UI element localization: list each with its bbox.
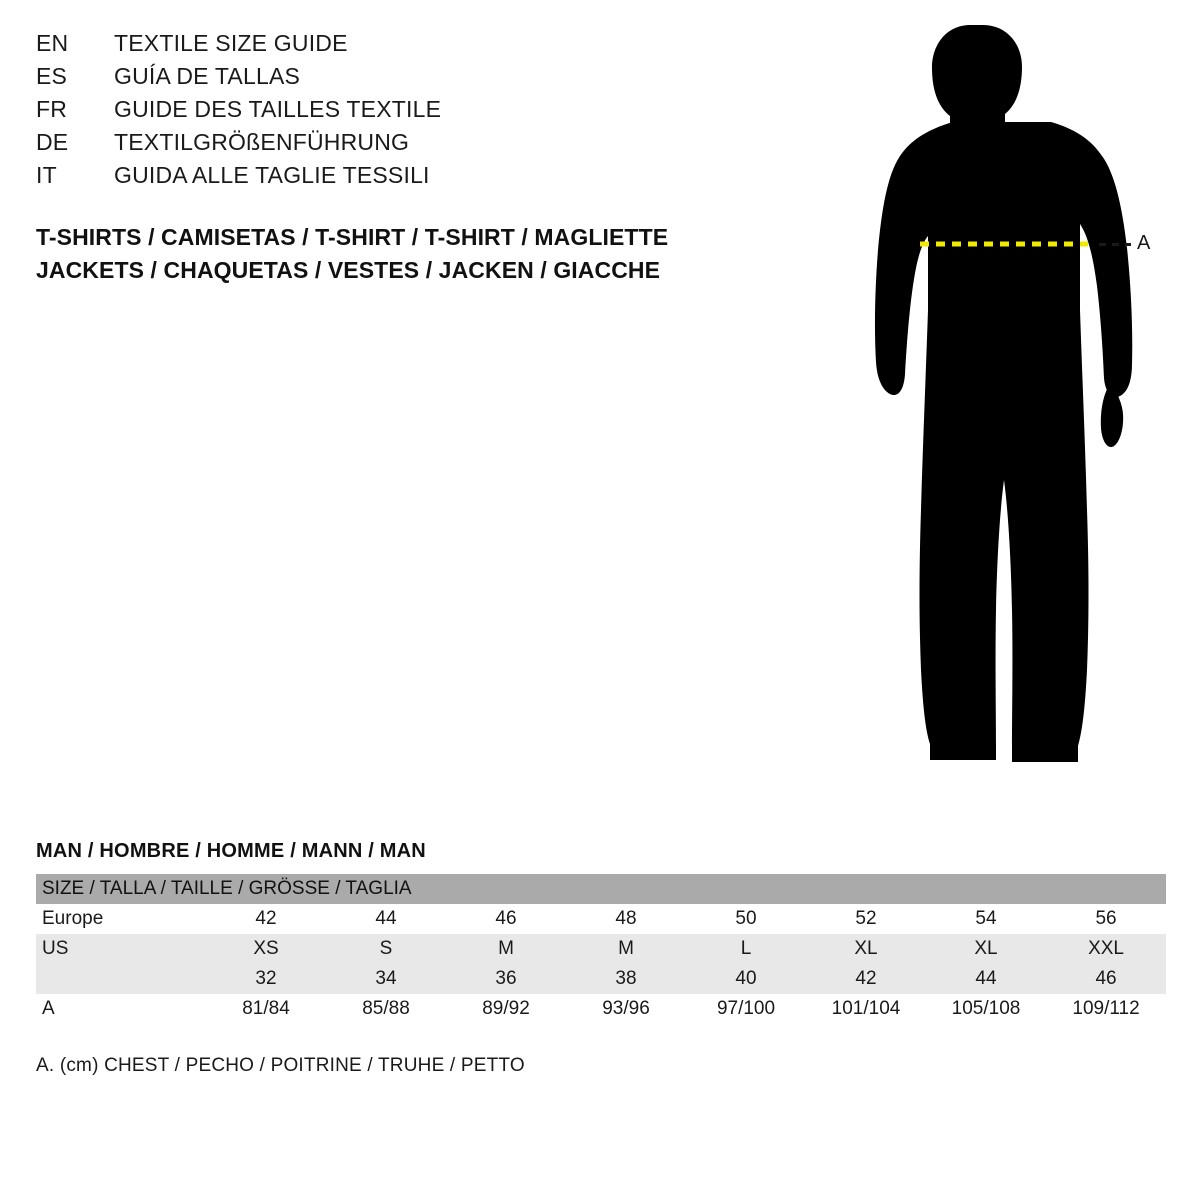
table-cell: 89/92: [446, 994, 566, 1024]
table-cell: 101/104: [806, 994, 926, 1024]
language-title: GUIDE DES TAILLES TEXTILE: [114, 96, 442, 122]
table-cell: 40: [686, 964, 806, 994]
table-row: [36, 994, 1166, 1024]
measurement-footnote: A. (cm) CHEST / PECHO / POITRINE / TRUHE / PETTO: [36, 1055, 525, 1076]
row-label: A: [36, 994, 206, 1024]
table-cell: M: [446, 934, 566, 964]
language-code: EN: [36, 30, 69, 56]
table-cell: 44: [326, 904, 446, 934]
language-code: DE: [36, 129, 69, 155]
table-cell: 44: [926, 964, 1046, 994]
chest-measure-label: A: [1137, 232, 1151, 254]
table-cell: 93/96: [566, 994, 686, 1024]
man-group-heading: MAN / HOMBRE / HOMME / MANN / MAN: [36, 840, 426, 862]
size-table-section: [36, 840, 1166, 1077]
language-code: IT: [36, 162, 57, 188]
body-silhouette-icon: [820, 10, 1180, 800]
table-cell: S: [326, 934, 446, 964]
table-cell: 48: [566, 904, 686, 934]
language-code: FR: [36, 96, 68, 122]
language-row-en: [36, 30, 796, 63]
table-cell: XXL: [1046, 934, 1166, 964]
table-cell: 52: [806, 904, 926, 934]
table-cell: 46: [1046, 964, 1166, 994]
size-table: [36, 874, 1166, 1024]
table-cell: 50: [686, 904, 806, 934]
table-cell: 81/84: [206, 994, 326, 1024]
language-row-it: [36, 162, 796, 195]
table-cell: 54: [926, 904, 1046, 934]
table-cell: 109/112: [1046, 994, 1166, 1024]
category-tshirts: T-SHIRTS / CAMISETAS / T-SHIRT / T-SHIRT / MAGLIETTE: [36, 224, 669, 250]
language-title: TEXTILE SIZE GUIDE: [114, 30, 348, 56]
table-cell: 97/100: [686, 994, 806, 1024]
table-cell: 32: [206, 964, 326, 994]
language-row-de: [36, 129, 796, 162]
language-title: GUIDA ALLE TAGLIE TESSILI: [114, 162, 430, 188]
language-code: ES: [36, 63, 68, 89]
table-cell: 46: [446, 904, 566, 934]
language-title: GUÍA DE TALLAS: [114, 63, 301, 89]
table-header-row: [36, 874, 1166, 904]
table-cell: 42: [806, 964, 926, 994]
garment-category-list: [36, 221, 836, 287]
table-cell: L: [686, 934, 806, 964]
language-row-es: [36, 63, 796, 96]
table-header-label: SIZE / TALLA / TAILLE / GRÖSSE / TAGLIA: [36, 874, 1166, 904]
chest-leader-line: [1099, 243, 1131, 246]
table-cell: XS: [206, 934, 326, 964]
table-cell: 36: [446, 964, 566, 994]
table-cell: 42: [206, 904, 326, 934]
language-title-list: [36, 30, 796, 195]
table-cell: XL: [926, 934, 1046, 964]
category-jackets: JACKETS / CHAQUETAS / VESTES / JACKEN / GIACCHE: [36, 257, 661, 283]
table-cell: 34: [326, 964, 446, 994]
table-cell: M: [566, 934, 686, 964]
language-title: TEXTILGRÖßENFÜHRUNG: [114, 129, 410, 155]
table-cell: XL: [806, 934, 926, 964]
table-cell: 56: [1046, 904, 1166, 934]
language-row-fr: [36, 96, 796, 129]
male-body-figure: [820, 10, 1180, 800]
table-row: [36, 934, 1166, 964]
table-cell: 85/88: [326, 994, 446, 1024]
row-label: [36, 964, 206, 994]
table-cell: 105/108: [926, 994, 1046, 1024]
table-row: [36, 964, 1166, 994]
row-label: US: [36, 934, 206, 964]
table-cell: 38: [566, 964, 686, 994]
table-row: [36, 904, 1166, 934]
row-label: Europe: [36, 904, 206, 934]
